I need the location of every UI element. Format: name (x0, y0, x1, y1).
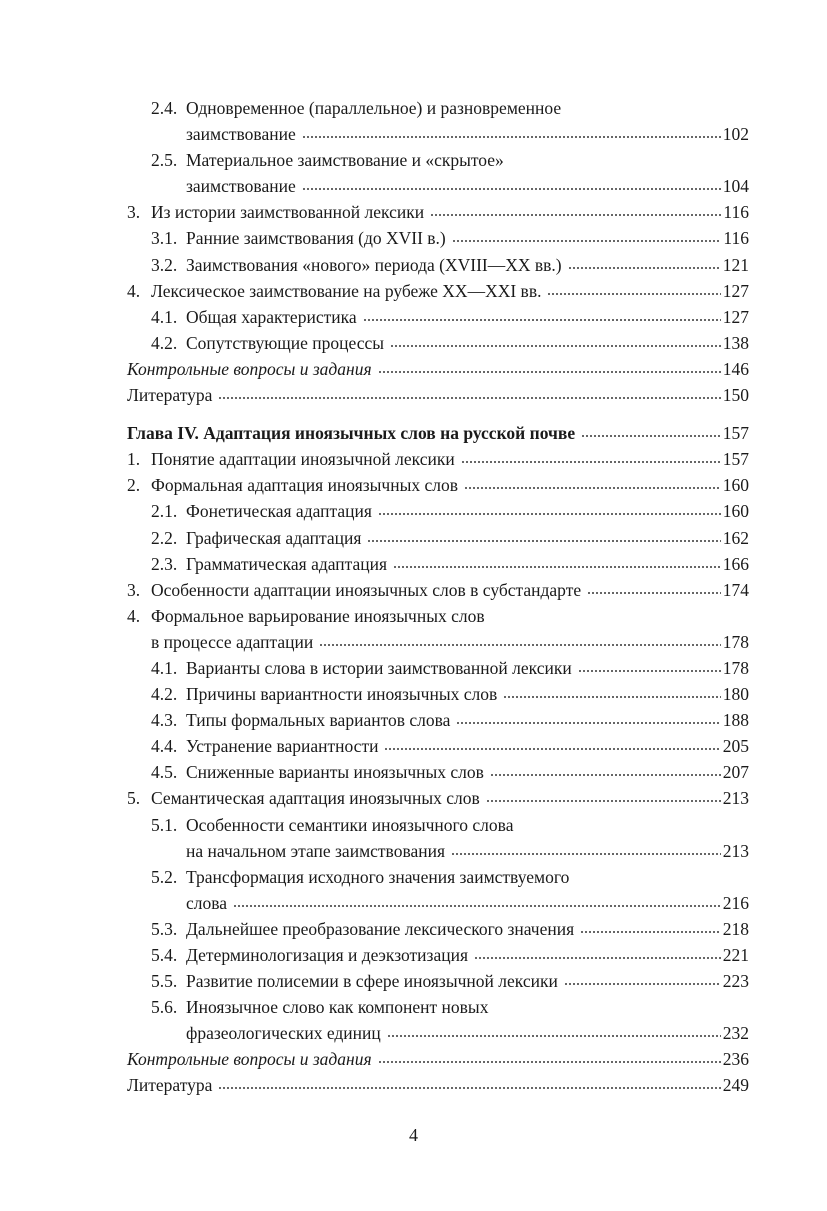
toc-number: 4.4. (151, 736, 178, 757)
toc-entry (127, 681, 749, 707)
toc-number: 4.5. (151, 762, 178, 783)
toc-title: Семантическая адаптация иноязычных слов (151, 788, 480, 809)
toc-entry (127, 733, 749, 759)
dot-leader (474, 956, 721, 960)
dot-leader (503, 695, 721, 699)
dot-leader (319, 643, 720, 647)
toc-number: 5.4. (151, 945, 178, 965)
dot-leader (218, 396, 720, 400)
toc-title: Особенности семантики иноязычного слова (186, 814, 514, 835)
toc-line (127, 733, 749, 759)
dot-leader (490, 773, 721, 777)
toc-title: Лексическое заимствование на рубеже XX—XXI вв. (151, 280, 542, 301)
toc-page: 160 (722, 475, 749, 496)
toc-page: 249 (722, 1075, 749, 1096)
toc-entry (127, 278, 749, 304)
toc-page: 116 (723, 228, 749, 249)
toc-title: Детерминологизация и деэкзотизация (186, 945, 468, 965)
toc-entry (127, 472, 749, 498)
toc-number: 5.1. (151, 814, 178, 835)
toc-line (127, 420, 749, 446)
toc-line (127, 890, 749, 916)
toc-page: 121 (722, 254, 749, 275)
toc-line (127, 525, 749, 551)
toc-number: 4.1. (151, 657, 178, 678)
dot-leader (367, 539, 720, 543)
toc-number: 5.6. (151, 997, 178, 1018)
toc-line (127, 916, 749, 942)
toc-page: 216 (722, 892, 749, 913)
toc-title: Сопутствующие процессы (186, 332, 385, 353)
table-of-contents (127, 95, 749, 1099)
toc-line (127, 994, 749, 1020)
dot-leader (430, 213, 721, 217)
toc-page: 146 (722, 358, 749, 379)
toc-entry (127, 199, 749, 225)
toc-title: Ранние заимствования (до XVII в.) (186, 228, 446, 249)
toc-page: 157 (722, 423, 749, 444)
toc-line (127, 577, 749, 603)
toc-entry (127, 304, 749, 330)
toc-title: Формальная адаптация иноязычных слов (151, 475, 458, 496)
toc-line (127, 278, 749, 304)
toc-page: 116 (723, 202, 749, 223)
toc-entry (127, 603, 749, 655)
toc-line (127, 382, 749, 408)
toc-page: 178 (722, 631, 749, 652)
toc-number: 1. (127, 449, 141, 470)
toc-line (127, 173, 749, 199)
toc-number: 4.2. (151, 332, 178, 353)
toc-page: 157 (722, 449, 749, 470)
toc-number: 5.5. (151, 971, 178, 992)
toc-page: 127 (722, 280, 749, 301)
dot-leader (378, 1060, 721, 1064)
toc-line (127, 472, 749, 498)
toc-number: 5.3. (151, 918, 178, 939)
toc-line (127, 498, 749, 524)
toc-entry (127, 812, 749, 864)
toc-line (127, 759, 749, 785)
toc-line (127, 199, 749, 225)
toc-page: 160 (722, 501, 749, 522)
toc-number: 4. (127, 605, 141, 626)
dot-leader (451, 852, 721, 856)
toc-entry (127, 525, 749, 551)
toc-line (127, 551, 749, 577)
dot-leader (390, 344, 721, 348)
toc-number: 3. (127, 579, 141, 600)
toc-line (127, 968, 749, 994)
toc-line (127, 1020, 749, 1046)
toc-entry (127, 942, 749, 968)
toc-line (127, 147, 749, 173)
dot-leader (580, 930, 721, 934)
toc-entry (127, 994, 749, 1046)
toc-number: 2. (127, 475, 141, 496)
toc-entry (127, 147, 749, 199)
dot-leader (384, 747, 720, 751)
toc-page: 213 (722, 788, 749, 809)
toc-page: 213 (722, 840, 749, 861)
dot-leader (547, 292, 720, 296)
toc-entry (127, 1046, 749, 1072)
toc-title: Глава IV. Адаптация иноязычных слов на русской почве (127, 423, 576, 444)
dot-leader (578, 669, 721, 673)
dot-leader (464, 486, 721, 490)
toc-entry (127, 330, 749, 356)
toc-line (127, 446, 749, 472)
toc-title: Устранение вариантности (186, 736, 379, 757)
toc-line (127, 121, 749, 147)
toc-number: 4. (127, 280, 141, 301)
toc-number: 5.2. (151, 866, 178, 887)
toc-page: 127 (722, 306, 749, 327)
dot-leader (378, 370, 721, 374)
toc-page: 207 (722, 762, 749, 783)
toc-title: Контрольные вопросы и задания (127, 1049, 372, 1070)
toc-title: Сниженные варианты иноязычных слов (186, 762, 484, 783)
dot-leader (302, 187, 721, 191)
dot-leader (218, 1086, 720, 1090)
toc-entry (127, 707, 749, 733)
toc-title: Развитие полисемии в сфере иноязычной лексики (186, 971, 558, 992)
toc-title: Графическая адаптация (186, 527, 362, 548)
toc-page: 150 (722, 385, 749, 406)
toc-page: 138 (722, 332, 749, 353)
toc-number: 2.3. (151, 553, 178, 574)
toc-entry (127, 655, 749, 681)
toc-title: слова (186, 892, 228, 913)
toc-page: 232 (722, 1023, 749, 1044)
toc-page: 218 (722, 918, 749, 939)
toc-page: 174 (722, 579, 749, 600)
toc-page: 188 (722, 710, 749, 731)
toc-title: Грамматическая адаптация (186, 553, 388, 574)
dot-leader (302, 135, 721, 139)
toc-page: 223 (722, 971, 749, 992)
toc-title: Контрольные вопросы и задания (127, 358, 372, 379)
dot-leader (452, 239, 722, 243)
toc-entry (127, 1072, 749, 1098)
toc-page: 104 (722, 176, 749, 197)
toc-line (127, 252, 749, 278)
toc-number: 2.1. (151, 501, 178, 522)
toc-entry (127, 356, 749, 382)
toc-page: 221 (722, 945, 749, 965)
toc-title: Иноязычное слово как компонент новых (186, 997, 489, 1018)
toc-number: 3.2. (151, 254, 178, 275)
toc-entry (127, 759, 749, 785)
dot-leader (393, 565, 721, 569)
toc-number: 3. (127, 202, 141, 223)
toc-title: Литература (127, 385, 213, 406)
toc-line (127, 304, 749, 330)
toc-number: 2.4. (151, 98, 178, 118)
toc-number: 4.2. (151, 684, 178, 705)
toc-page: 178 (722, 657, 749, 678)
toc-line (127, 629, 749, 655)
toc-entry (127, 382, 749, 408)
toc-page: 180 (722, 684, 749, 705)
toc-title: Формальное варьирование иноязычных слов (151, 605, 485, 626)
toc-line (127, 95, 749, 121)
toc-line (127, 812, 749, 838)
toc-page: 102 (722, 124, 749, 145)
dot-leader (456, 721, 720, 725)
toc-title: заимствование (186, 176, 296, 197)
toc-page: 205 (722, 736, 749, 757)
dot-leader (564, 982, 721, 986)
toc-title: Литература (127, 1075, 213, 1096)
toc-title: Особенности адаптации иноязычных слов в субстандарте (151, 579, 582, 600)
toc-entry (127, 864, 749, 916)
toc-page: 236 (722, 1049, 749, 1070)
toc-title: Трансформация исходного значения заимствуемого (186, 866, 570, 887)
toc-number: 4.1. (151, 306, 178, 327)
toc-title: Понятие адаптации иноязычной лексики (151, 449, 455, 470)
toc-number: 4.3. (151, 710, 178, 731)
toc-entry (127, 577, 749, 603)
toc-entry (127, 498, 749, 524)
toc-entry (127, 968, 749, 994)
toc-page: 166 (722, 553, 749, 574)
toc-number: 3.1. (151, 228, 178, 249)
dot-leader (581, 434, 721, 438)
toc-entry (127, 916, 749, 942)
toc-entry (127, 252, 749, 278)
toc-number: 2.2. (151, 527, 178, 548)
toc-line (127, 356, 749, 382)
toc-line (127, 681, 749, 707)
toc-entry (127, 225, 749, 251)
toc-title: на начальном этапе заимствования (186, 840, 446, 861)
toc-line (127, 785, 749, 811)
toc-entry (127, 95, 749, 147)
dot-leader (378, 512, 721, 516)
toc-title: Из истории заимствованной лексики (151, 202, 425, 223)
toc-line (127, 1046, 749, 1072)
toc-page: 162 (722, 527, 749, 548)
dot-leader (363, 318, 721, 322)
toc-line (127, 330, 749, 356)
dot-leader (233, 904, 721, 908)
toc-line (127, 942, 749, 968)
toc-title: заимствование (186, 124, 296, 145)
toc-title: Варианты слова в истории заимствованной лексики (186, 657, 572, 678)
toc-line (127, 225, 749, 251)
toc-entry (127, 446, 749, 472)
toc-number: 5. (127, 788, 141, 809)
page-number: 4 (409, 1125, 418, 1145)
toc-entry (127, 785, 749, 811)
toc-title: Заимствования «нового» периода (XVIII—XX вв.) (186, 254, 562, 275)
dot-leader (461, 460, 721, 464)
toc-entry (127, 551, 749, 577)
toc-title: Дальнейшее преобразование лексического значения (186, 918, 575, 939)
dot-leader (587, 591, 721, 595)
dot-leader (568, 266, 721, 270)
toc-title: Типы формальных вариантов слова (186, 710, 451, 731)
toc-title: фразеологических единиц (186, 1023, 381, 1044)
toc-title: Причины вариантности иноязычных слов (186, 684, 498, 705)
toc-number: 2.5. (151, 150, 178, 171)
toc-title: Одновременное (параллельное) и разновременное (186, 98, 562, 118)
toc-title: в процессе адаптации (151, 631, 314, 652)
toc-line (127, 603, 749, 629)
dot-leader (387, 1034, 721, 1038)
toc-line (127, 864, 749, 890)
toc-line (127, 1072, 749, 1098)
toc-title: Фонетическая адаптация (186, 501, 372, 522)
toc-entry (127, 420, 749, 446)
toc-line (127, 707, 749, 733)
toc-line (127, 655, 749, 681)
toc-line (127, 838, 749, 864)
dot-leader (486, 799, 721, 803)
toc-title: Общая характеристика (186, 306, 357, 327)
toc-title: Материальное заимствование и «скрытое» (186, 150, 504, 171)
